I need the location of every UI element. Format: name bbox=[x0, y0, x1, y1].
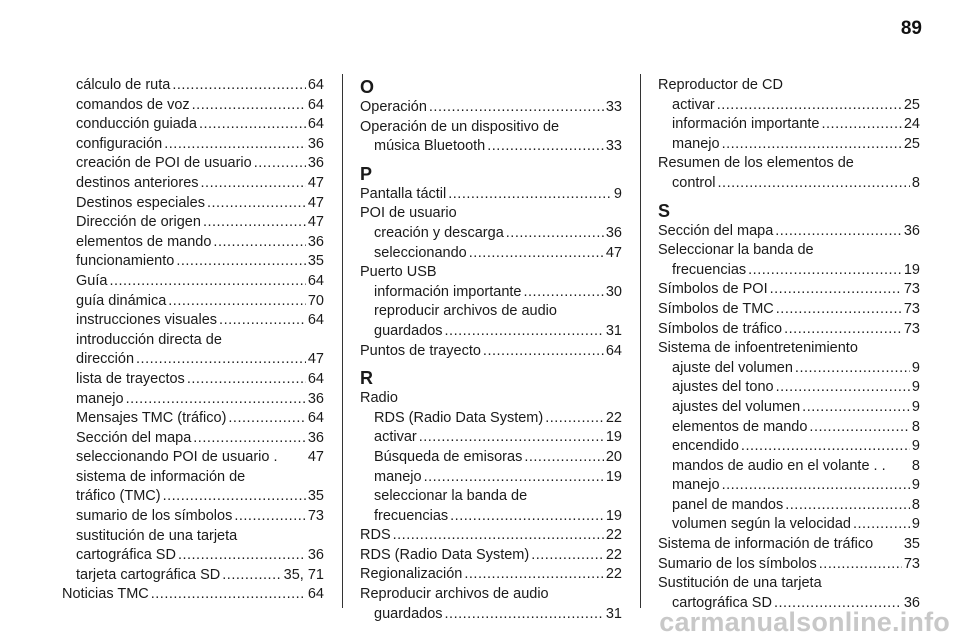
index-entry bbox=[658, 320, 920, 340]
index-entry-label: creación de POI de usuario bbox=[76, 155, 252, 172]
index-entry-page: 9 bbox=[911, 516, 920, 533]
index-entry bbox=[658, 359, 920, 379]
index-entry bbox=[360, 98, 622, 118]
index-entry-label: información importante bbox=[672, 116, 820, 133]
index-entry-page: 22 bbox=[605, 546, 622, 563]
index-entry bbox=[658, 535, 920, 555]
index-entry-label: Regionalización bbox=[360, 566, 463, 583]
leader-dots bbox=[192, 96, 306, 116]
index-entry bbox=[658, 437, 920, 457]
index-entry-label: manejo bbox=[672, 135, 720, 152]
leader-dots bbox=[393, 526, 604, 546]
index-entry-page: 73 bbox=[903, 555, 920, 572]
leader-dots bbox=[770, 280, 902, 300]
index-entry-page: 70 bbox=[307, 292, 324, 309]
index-entry-label: sumario de los símbolos bbox=[76, 508, 233, 525]
index-entry-label: Radio bbox=[360, 390, 398, 407]
index-entry-page: 35 bbox=[903, 536, 920, 553]
index-entry bbox=[360, 565, 622, 585]
index-entry-label: Pantalla táctil bbox=[360, 185, 447, 202]
index-heading bbox=[360, 487, 622, 507]
index-entry-label: manejo bbox=[76, 390, 124, 407]
index-entry-page: 25 bbox=[903, 135, 920, 152]
index-heading bbox=[360, 204, 622, 224]
index-section-letter: S bbox=[658, 200, 671, 221]
index-entry-page: 31 bbox=[605, 322, 622, 339]
index-entry-label: Seleccionar la banda de bbox=[658, 242, 814, 259]
leader-dots bbox=[163, 487, 306, 507]
leader-dots bbox=[126, 390, 306, 410]
index-entry bbox=[658, 280, 920, 300]
index-heading bbox=[658, 241, 920, 261]
index-entry-page: 22 bbox=[605, 566, 622, 583]
index-entry-label: cálculo de ruta bbox=[76, 77, 171, 93]
leader-dots bbox=[795, 359, 910, 379]
leader-dots bbox=[450, 507, 604, 527]
leader-dots bbox=[254, 154, 306, 174]
index-entry-page: 36 bbox=[307, 429, 324, 446]
index-entry bbox=[658, 515, 920, 535]
index-entry-label: Dirección de origen bbox=[76, 214, 201, 231]
index-entry bbox=[658, 457, 920, 477]
index-entry-label: Reproductor de CD bbox=[658, 77, 783, 93]
index-heading bbox=[360, 263, 622, 283]
leader-dots bbox=[448, 185, 612, 205]
index-entry-label: guardados bbox=[374, 322, 443, 339]
index-entry-page: 8 bbox=[911, 418, 920, 435]
index-entry-label: Sección del mapa bbox=[76, 429, 192, 446]
index-entry bbox=[360, 185, 622, 205]
index-entry bbox=[62, 409, 324, 429]
index-entry bbox=[360, 428, 622, 448]
index-entry-page: 9 bbox=[911, 398, 920, 415]
index-entry-page: 64 bbox=[307, 410, 324, 427]
index-entry-page: 9 bbox=[911, 379, 920, 396]
index-entry-label: Destinos especiales bbox=[76, 194, 205, 211]
index-entry-label: Símbolos de tráfico bbox=[658, 320, 783, 337]
index-heading bbox=[62, 468, 324, 488]
leader-dots bbox=[464, 565, 603, 585]
index-entry-label: seleccionando bbox=[374, 244, 467, 261]
leader-dots bbox=[722, 476, 910, 496]
index-entry-label: seleccionar la banda de bbox=[374, 488, 528, 505]
leader-dots bbox=[201, 174, 306, 194]
index-entry-label: tráfico (TMC) bbox=[76, 488, 161, 505]
index-entry-label: Operación bbox=[360, 99, 427, 115]
leader-dots bbox=[164, 135, 306, 155]
index-entry-page: 64 bbox=[605, 342, 622, 359]
index-entry-label: Sustitución de una tarjeta bbox=[658, 575, 822, 592]
index-column-1 bbox=[62, 76, 324, 605]
index-entry bbox=[658, 222, 920, 242]
index-entry bbox=[360, 468, 622, 488]
index-entry bbox=[62, 390, 324, 410]
index-entry bbox=[62, 194, 324, 214]
index-entry-label: activar bbox=[672, 96, 715, 113]
index-entry bbox=[62, 76, 324, 96]
leader-dots bbox=[176, 252, 306, 272]
leader-dots bbox=[776, 378, 910, 398]
leader-dots bbox=[819, 555, 902, 575]
leader-dots bbox=[802, 398, 910, 418]
index-heading bbox=[658, 76, 920, 96]
index-entry bbox=[658, 378, 920, 398]
index-entry bbox=[62, 487, 324, 507]
index-entry-label: tarjeta cartográfica SD bbox=[76, 566, 221, 583]
index-entry-page: 73 bbox=[903, 320, 920, 337]
leader-dots bbox=[718, 174, 910, 194]
leader-dots bbox=[219, 311, 306, 331]
index-entry bbox=[658, 174, 920, 194]
index-entry-label: introducción directa de bbox=[76, 331, 222, 348]
leader-dots bbox=[151, 585, 306, 605]
index-entry-page: 47 bbox=[307, 214, 324, 231]
index-entry-page: 30 bbox=[605, 283, 622, 300]
index-entry-page: 9 bbox=[911, 438, 920, 455]
index-entry bbox=[360, 526, 622, 546]
leader-dots bbox=[445, 322, 604, 342]
index-entry-label: Sumario de los símbolos bbox=[658, 555, 817, 572]
leader-dots bbox=[172, 76, 306, 96]
index-entry-page: 64 bbox=[307, 586, 324, 603]
index-entry-label: configuración bbox=[76, 135, 163, 152]
index-entry-page: 47 bbox=[307, 194, 324, 211]
index-entry-label: Sistema de infoentretenimiento bbox=[658, 340, 858, 357]
index-entry-page: 64 bbox=[307, 272, 324, 289]
index-entry-page: 9 bbox=[911, 359, 920, 376]
index-entry-page: 19 bbox=[605, 429, 622, 446]
index-entry bbox=[62, 566, 324, 586]
index-entry bbox=[62, 429, 324, 449]
index-entry-label: Guía bbox=[76, 272, 108, 289]
index-entry bbox=[360, 342, 622, 362]
index-entry bbox=[360, 224, 622, 244]
index-entry-page: 22 bbox=[605, 527, 622, 544]
index-entry bbox=[62, 213, 324, 233]
leader-dots bbox=[748, 261, 902, 281]
index-entry bbox=[62, 350, 324, 370]
leader-dots bbox=[506, 224, 604, 244]
index-entry bbox=[658, 115, 920, 135]
index-entry-page: 73 bbox=[903, 281, 920, 298]
index-entry bbox=[62, 311, 324, 331]
leader-dots bbox=[109, 272, 305, 292]
index-entry-label: RDS (Radio Data System) bbox=[374, 409, 544, 426]
index-entry bbox=[62, 448, 324, 468]
leader-dots bbox=[203, 213, 306, 233]
index-entry-page: 19 bbox=[605, 468, 622, 485]
index-heading bbox=[658, 574, 920, 594]
index-entry bbox=[360, 507, 622, 527]
leader-dots bbox=[822, 115, 902, 135]
index-entry-label: manejo bbox=[672, 477, 720, 494]
index-entry-page: 33 bbox=[605, 138, 622, 155]
index-entry-label: Puerto USB bbox=[360, 264, 437, 281]
index-entry-label: Búsqueda de emisoras bbox=[374, 448, 523, 465]
index-entry-label: cartográfica SD bbox=[76, 547, 176, 564]
index-entry-label: sustitución de una tarjeta bbox=[76, 527, 238, 544]
index-entry-label: dirección bbox=[76, 351, 135, 368]
index-entry-page: 36 bbox=[903, 594, 920, 611]
index-entry-page: 9 bbox=[911, 477, 920, 494]
index-entry-label: RDS bbox=[360, 527, 391, 544]
index-entry-label: funcionamiento bbox=[76, 253, 175, 270]
index-entry bbox=[62, 252, 324, 272]
index-section-letter: O bbox=[360, 77, 375, 97]
index-entry bbox=[62, 370, 324, 390]
index-entry-page: 35 bbox=[307, 488, 324, 505]
index-entry-label: panel de mandos bbox=[672, 496, 784, 513]
index-entry-label: elementos de mando bbox=[672, 418, 808, 435]
index-entry-label: cartográfica SD bbox=[672, 594, 772, 611]
index-entry-label: Mensajes TMC (tráfico) bbox=[76, 410, 227, 427]
index-entry bbox=[360, 409, 622, 429]
leader-dots bbox=[784, 320, 902, 340]
index-entry-page: 47 bbox=[307, 449, 324, 466]
leader-dots bbox=[187, 370, 306, 390]
index-entry bbox=[360, 244, 622, 264]
leader-dots bbox=[722, 135, 902, 155]
index-entry-label: ajustes del volumen bbox=[672, 398, 801, 415]
index-heading bbox=[658, 339, 920, 359]
index-entry-page: 35 bbox=[307, 253, 324, 270]
index-entry bbox=[62, 585, 324, 605]
index-heading bbox=[62, 527, 324, 547]
index-entry-label: manejo bbox=[374, 468, 422, 485]
index-entry-label: Noticias TMC bbox=[62, 586, 149, 603]
leader-dots bbox=[424, 468, 604, 488]
leader-dots bbox=[213, 233, 305, 253]
index-entry-page: 9 bbox=[613, 185, 622, 202]
index-entry-label: conducción guiada bbox=[76, 116, 197, 133]
index-entry bbox=[62, 135, 324, 155]
index-entry-label: volumen según la velocidad bbox=[672, 516, 851, 533]
index-entry bbox=[658, 555, 920, 575]
leader-dots bbox=[199, 115, 306, 135]
leader-dots bbox=[419, 428, 604, 448]
index-entry-label: encendido bbox=[672, 438, 739, 455]
index-entry-page: 20 bbox=[605, 448, 622, 465]
index-entry-label: reproducir archivos de audio bbox=[374, 303, 557, 320]
index-entry bbox=[658, 261, 920, 281]
index-heading bbox=[658, 154, 920, 174]
index-entry bbox=[62, 292, 324, 312]
index-entry-page: 36 bbox=[307, 233, 324, 250]
index-entry-page: 36 bbox=[903, 222, 920, 239]
index-entry-label: frecuencias bbox=[374, 507, 449, 524]
index-entry-page: 36 bbox=[307, 155, 324, 172]
index-heading bbox=[360, 389, 622, 409]
index-entry-label: control bbox=[672, 174, 716, 191]
index-entry-page: 19 bbox=[903, 261, 920, 278]
index-entry-page: 33 bbox=[605, 99, 622, 115]
index-entry-page: 64 bbox=[307, 312, 324, 329]
index-entry bbox=[62, 546, 324, 566]
index-entry bbox=[360, 448, 622, 468]
leader-dots bbox=[222, 566, 281, 586]
index-entry bbox=[360, 283, 622, 303]
leader-dots bbox=[136, 350, 306, 370]
index-entry-page: 47 bbox=[307, 351, 324, 368]
index-entry bbox=[658, 476, 920, 496]
index-entry-page: 35, 71 bbox=[283, 566, 324, 583]
index-entry-page: 36 bbox=[307, 390, 324, 407]
index-entry bbox=[658, 135, 920, 155]
leader-dots bbox=[228, 409, 305, 429]
index-entry-label: información importante bbox=[374, 283, 522, 300]
leader-dots bbox=[785, 496, 910, 516]
leader-dots bbox=[168, 292, 306, 312]
leader-dots bbox=[531, 546, 604, 566]
index-entry bbox=[658, 418, 920, 438]
index-entry-label: activar bbox=[374, 429, 417, 446]
leader-dots bbox=[193, 429, 306, 449]
leader-dots bbox=[853, 515, 910, 535]
index-entry-page: 36 bbox=[307, 135, 324, 152]
index-entry-page: 19 bbox=[605, 507, 622, 524]
leader-dots bbox=[524, 448, 604, 468]
index-entry bbox=[360, 546, 622, 566]
index-entry bbox=[62, 174, 324, 194]
leader-dots bbox=[234, 507, 306, 527]
index-entry-page: 73 bbox=[307, 508, 324, 525]
column-divider-2 bbox=[640, 74, 641, 608]
index-entry-label: ajuste del volumen bbox=[672, 359, 793, 376]
index-heading bbox=[360, 585, 622, 605]
leader-dots bbox=[445, 605, 604, 625]
index-entry-page: 36 bbox=[605, 224, 622, 241]
index-heading bbox=[360, 302, 622, 322]
index-entry-label: destinos anteriores bbox=[76, 174, 199, 191]
index-entry-label: mandos de audio en el volante . . bbox=[672, 457, 886, 474]
index-entry-label: Reproducir archivos de audio bbox=[360, 586, 549, 603]
index-entry-label: Símbolos de TMC bbox=[658, 300, 774, 317]
index-entry-label: guardados bbox=[374, 605, 443, 622]
index-entry bbox=[62, 96, 324, 116]
index-entry-page: 64 bbox=[307, 370, 324, 387]
index-entry bbox=[62, 233, 324, 253]
index-entry-label: RDS (Radio Data System) bbox=[360, 546, 530, 563]
index-entry-label: comandos de voz bbox=[76, 96, 190, 113]
index-entry-label: seleccionando POI de usuario . bbox=[76, 449, 278, 466]
leader-dots bbox=[809, 418, 910, 438]
leader-dots bbox=[741, 437, 910, 457]
index-entry-label: Sección del mapa bbox=[658, 222, 774, 239]
index-entry-label: Sistema de información de tráfico bbox=[658, 536, 874, 553]
index-entry-label: creación y descarga bbox=[374, 224, 504, 241]
index-column-2 bbox=[360, 76, 622, 624]
index-entry-page: 24 bbox=[903, 116, 920, 133]
index-entry-label: música Bluetooth bbox=[374, 138, 486, 155]
index-entry bbox=[658, 96, 920, 116]
index-entry-page: 8 bbox=[911, 174, 920, 191]
index-section-letter: R bbox=[360, 368, 373, 389]
index-entry bbox=[62, 272, 324, 292]
index-entry-page: 31 bbox=[605, 605, 622, 622]
index-entry bbox=[360, 137, 622, 157]
index-entry-page: 25 bbox=[903, 96, 920, 113]
index-entry-page: 64 bbox=[307, 116, 324, 133]
index-entry-label: Puntos de trayecto bbox=[360, 342, 481, 359]
index-entry-label: POI de usuario bbox=[360, 205, 457, 222]
leader-dots bbox=[178, 546, 306, 566]
index-entry-label: Símbolos de POI bbox=[658, 281, 768, 298]
index-entry-label: Operación de un dispositivo de bbox=[360, 118, 560, 135]
index-entry bbox=[360, 322, 622, 342]
index-entry-page: 22 bbox=[605, 409, 622, 426]
index-entry-label: ajustes del tono bbox=[672, 379, 774, 396]
leader-dots bbox=[469, 244, 604, 264]
index-heading bbox=[62, 331, 324, 351]
index-entry-label: elementos de mando bbox=[76, 233, 212, 250]
index-entry-page: 8 bbox=[911, 496, 920, 513]
index-entry bbox=[62, 507, 324, 527]
leader-dots bbox=[775, 222, 902, 242]
index-entry-page: 64 bbox=[307, 77, 324, 93]
page-number: 89 bbox=[900, 18, 922, 39]
leader-dots bbox=[776, 300, 902, 320]
index-heading bbox=[360, 118, 622, 138]
index-section-letter: P bbox=[360, 163, 373, 184]
index-entry-label: lista de trayectos bbox=[76, 370, 185, 387]
leader-dots bbox=[524, 283, 604, 303]
index-entry-page: 64 bbox=[307, 96, 324, 113]
index-entry bbox=[658, 300, 920, 320]
leader-dots bbox=[207, 194, 306, 214]
index-entry-label: Resumen de los elementos de bbox=[658, 155, 854, 172]
leader-dots bbox=[545, 409, 604, 429]
index-entry-page: 73 bbox=[903, 300, 920, 317]
column-divider-1 bbox=[342, 74, 343, 608]
index-entry-page: 47 bbox=[605, 244, 622, 261]
leader-dots bbox=[717, 96, 902, 116]
index-entry-label: sistema de información de bbox=[76, 468, 246, 485]
index-entry bbox=[658, 496, 920, 516]
index-entry-label: guía dinámica bbox=[76, 292, 167, 309]
index-entry bbox=[360, 605, 622, 625]
index-entry-label: instrucciones visuales bbox=[76, 312, 218, 329]
leader-dots bbox=[483, 342, 604, 362]
index-column-3 bbox=[658, 76, 920, 613]
leader-dots bbox=[487, 137, 604, 157]
index-entry-label: frecuencias bbox=[672, 261, 747, 278]
index-entry-page: 47 bbox=[307, 174, 324, 191]
index-entry bbox=[62, 115, 324, 135]
leader-dots bbox=[429, 98, 604, 118]
watermark: carmanualsonline.info bbox=[659, 607, 950, 637]
index-entry bbox=[658, 398, 920, 418]
index-entry-page: 8 bbox=[911, 457, 920, 474]
index-entry bbox=[62, 154, 324, 174]
index-entry-page: 36 bbox=[307, 547, 324, 564]
